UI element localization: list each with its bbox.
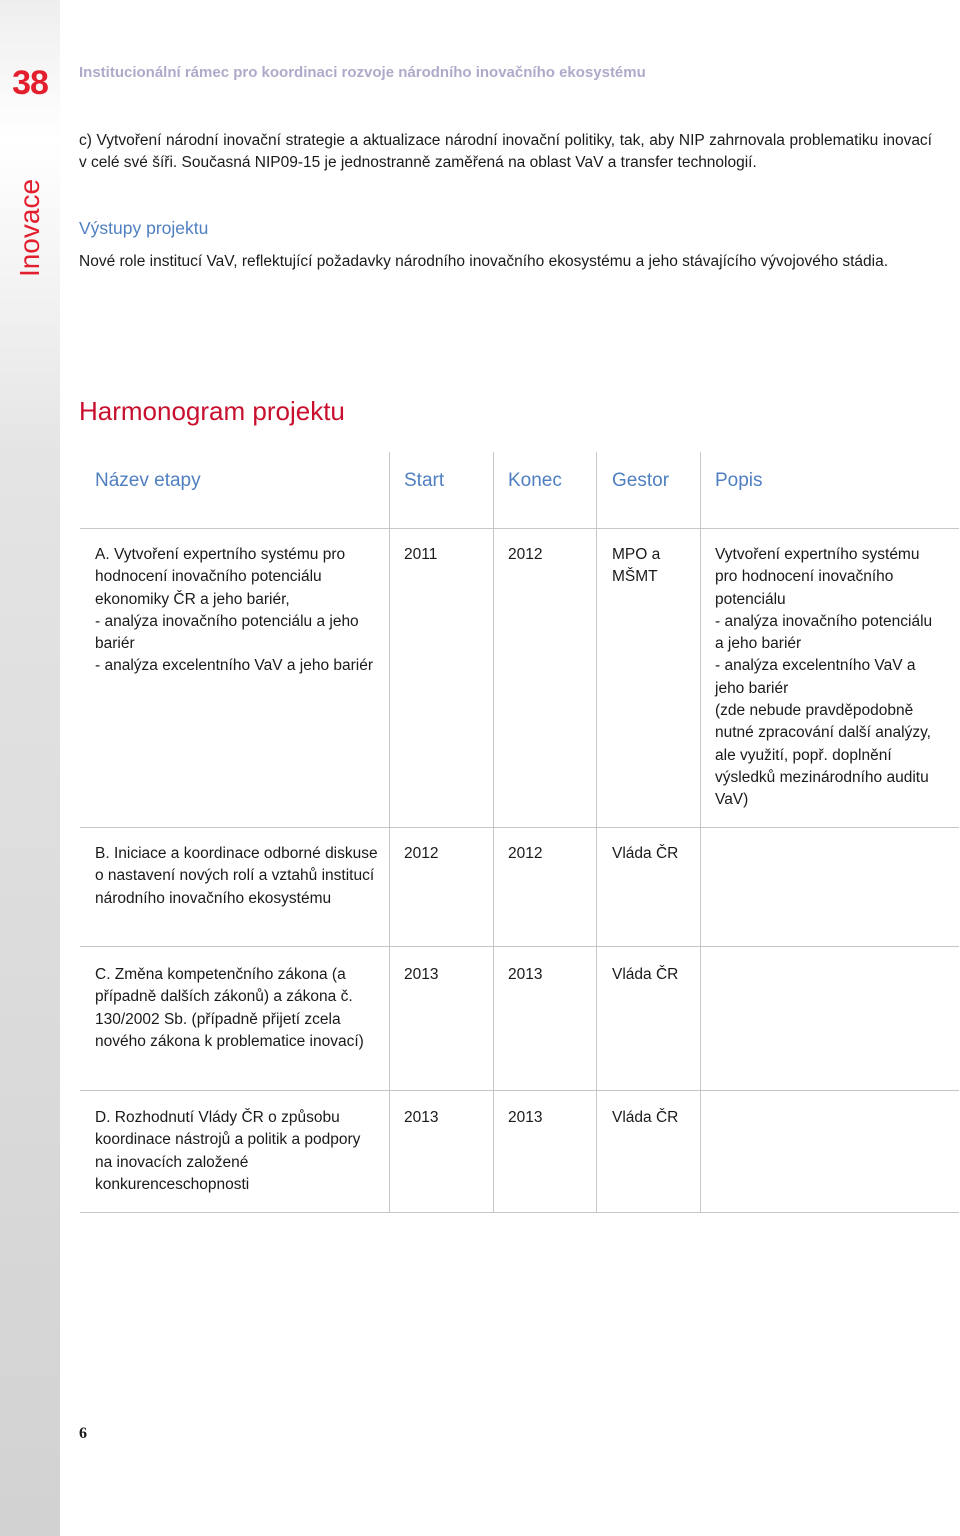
table-rule: [80, 946, 959, 947]
row-d-name: D. Rozhodnutí Vlády ČR o způsobu koordinace nástrojů a politik a podpory na inovacích založené konkurenceschopnosti: [95, 1109, 361, 1193]
row-a-start: 2011: [404, 546, 438, 563]
column-header-description: Popis: [715, 470, 763, 491]
row-a-name: A. Vytvoření expertního systému pro hodnocení inovačního potenciálu ekonomiky ČR a jeho bariér, - analýza inovačního potenciálu a jeho bariér - analýza excelentního VaV a jeho bariér: [95, 546, 374, 675]
column-header-start: Start: [404, 470, 445, 491]
outputs-text: Nové role institucí VaV, reflektující požadavky národního inovačního ekosystému a jeho stávajícího vývojového stádia.: [79, 253, 889, 270]
intro-section: [79, 130, 932, 174]
schedule-title: Harmonogram projektu: [79, 396, 345, 426]
table-rule: [80, 1090, 959, 1091]
table-rule: [80, 528, 959, 529]
row-d-start: 2013: [404, 1109, 439, 1126]
row-a-owner: MPO a MŠMT: [612, 546, 661, 586]
outputs-heading: Výstupy projektu: [79, 218, 209, 238]
row-a-description: Vytvoření expertního systému pro hodnocení inovačního potenciálu - analýza inovačního potenciálu a jeho bariér - analýza excelentního VaV a jeho bariér (zde nebude pravděpodobně nutné zpracování další analýzy, ale využití, popř. doplnění výsledků mezinárodního auditu VaV): [715, 546, 933, 809]
row-b-start: 2012: [404, 845, 439, 862]
page-number: 38: [12, 64, 48, 102]
column-header-name: Název etapy: [95, 470, 201, 491]
table-divider: [389, 452, 390, 1212]
table-divider: [493, 452, 494, 1212]
row-c-start: 2013: [404, 966, 439, 983]
row-d-owner: Vláda ČR: [612, 1109, 679, 1126]
row-c-owner: Vláda ČR: [612, 966, 679, 983]
side-chapter-label: Inovace: [14, 178, 45, 278]
table-rule: [80, 1212, 959, 1213]
row-b-end: 2012: [508, 845, 543, 862]
running-header: Institucionální rámec pro koordinaci rozvoje národního inovačního ekosystému: [79, 64, 646, 81]
row-c-name: C. Změna kompetenčního zákona (a případně dalších zákonů) a zákona č. 130/2002 Sb. (případně přijetí zcela nového zákona k problematice inovací): [95, 966, 364, 1050]
row-c-end: 2013: [508, 966, 543, 983]
row-d-end: 2013: [508, 1109, 543, 1126]
column-header-end: Konec: [508, 470, 562, 491]
intro-paragraph: c) Vytvoření národní inovační strategie a aktualizace národní inovační politiky, tak, aby NIP zahrnovala problematiku inovací v celé své šíři. Současná NIP09-15 je jednostranně zaměřená na oblast VaV a transfer technologií.: [79, 132, 932, 171]
footer-page-number: 6: [79, 1425, 87, 1442]
row-b-owner: Vláda ČR: [612, 845, 679, 862]
column-header-owner: Gestor: [612, 470, 670, 491]
table-divider: [596, 452, 597, 1212]
table-divider: [700, 452, 701, 1212]
table-rule: [80, 827, 959, 828]
row-b-name: B. Iniciace a koordinace odborné diskuse o nastavení nových rolí a vztahů institucí národního inovačního ekosystému: [95, 845, 378, 907]
row-a-end: 2012: [508, 546, 543, 563]
